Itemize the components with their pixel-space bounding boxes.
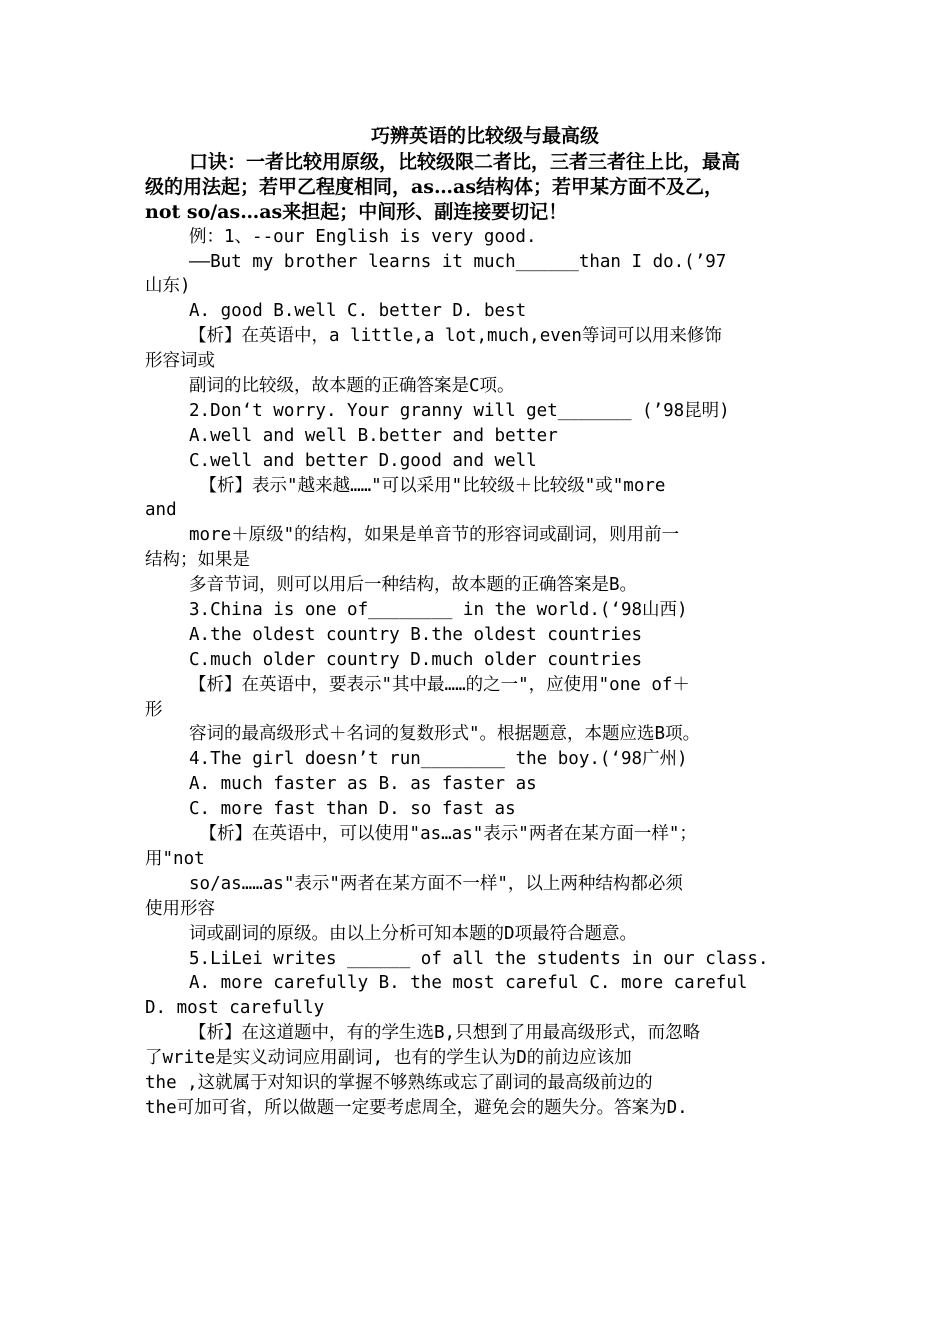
text-line: 结构；如果是 bbox=[145, 550, 250, 571]
text-line: A.the oldest country B.the oldest countries bbox=[189, 624, 643, 645]
text-line: 3.China is one of________ in the world.(‘98山西) bbox=[189, 600, 688, 621]
text-line: 了write是实义动词应用副词, 也有的学生认为D的前边应该加 bbox=[145, 1048, 632, 1069]
text-line: 用"not bbox=[145, 848, 205, 869]
text-line: 5.LiLei writes ______ of all the students in our class. bbox=[189, 948, 769, 969]
text-line: ——But my brother learns it much______than I do.(’97 bbox=[189, 251, 727, 272]
mnemonic-line: 级的用法起；若甲乙程度相同，as…as结构体；若甲某方面不及乙， bbox=[145, 175, 724, 198]
text-line: 多音节词，则可以用后一种结构，故本题的正确答案是B。 bbox=[189, 575, 638, 596]
text-line: A. good B.well C. better D. best bbox=[189, 301, 527, 322]
text-line: 形容词或 bbox=[145, 351, 215, 372]
mnemonic-paragraph bbox=[145, 150, 825, 225]
mnemonic-line: 口诀：一者比较用原级，比较级限二者比，三者三者往上比，最高 bbox=[189, 151, 741, 173]
mnemonic-line: not so/as…as来担起；中间形、副连接要切记！ bbox=[145, 200, 568, 223]
text-line: C.much older country D.much older countries bbox=[189, 649, 643, 670]
text-line: C. more fast than D. so fast as bbox=[189, 799, 516, 820]
text-line: 使用形容 bbox=[145, 898, 215, 919]
document-title: 巧辨英语的比较级与最高级 bbox=[370, 125, 599, 147]
text-line: more＋原级"的结构，如果是单音节的形容词或副词，则用前一 bbox=[189, 525, 680, 546]
text-line: C.well and better D.good and well bbox=[189, 450, 537, 471]
text-line: A. much faster as B. as faster as bbox=[189, 774, 537, 795]
example-section bbox=[145, 225, 825, 1121]
text-line: 【析】在英语中，要表示"其中最……的之一"，应使用"one of＋ bbox=[189, 674, 690, 695]
text-line: 山东) bbox=[145, 276, 191, 297]
text-line: 容词的最高级形式＋名词的复数形式"。根据题意，本题应选B项。 bbox=[189, 724, 701, 745]
text-line: 【析】在英语中，a little,a lot,much,even等词可以用来修饰 bbox=[189, 326, 722, 347]
text-line: 2.Don‘t worry. Your granny will get_______ (’98昆明) bbox=[189, 400, 730, 421]
text-line: 【析】在这道题中，有的学生选B,只想到了用最高级形式，而忽略 bbox=[189, 1023, 701, 1044]
text-line: so/as……as"表示"两者在某方面不一样"，以上两种结构都必须 bbox=[189, 873, 683, 894]
text-line: and bbox=[145, 500, 177, 521]
text-line: the ,这就属于对知识的掌握不够熟练或忘了副词的最高级前边的 bbox=[145, 1072, 653, 1093]
text-line: 4.The girl doesn’t run________ the boy.(‘98广州) bbox=[189, 749, 688, 770]
text-line: 词或副词的原级。由以上分析可知本题的D项最符合题意。 bbox=[189, 923, 638, 944]
text-line: A.well and well B.better and better bbox=[189, 425, 558, 446]
text-line: 形 bbox=[145, 699, 163, 720]
text-line: the可加可省，所以做题一定要考虑周全，避免会的题失分。答案为D. bbox=[145, 1097, 688, 1118]
text-line: 副词的比较级，故本题的正确答案是C项。 bbox=[189, 376, 515, 397]
document-content bbox=[145, 124, 825, 1121]
text-line: 【析】在英语中，可以使用"as…as"表示"两者在某方面一样"； bbox=[189, 824, 697, 845]
text-line: A. more carefully B. the most careful C. more careful bbox=[189, 973, 748, 994]
text-line: 【析】表示"越来越……"可以采用"比较级＋比较级"或"more bbox=[189, 475, 666, 496]
text-line: D. most carefully bbox=[145, 998, 325, 1019]
text-line: 例：1、--our English is very good. bbox=[189, 226, 537, 247]
